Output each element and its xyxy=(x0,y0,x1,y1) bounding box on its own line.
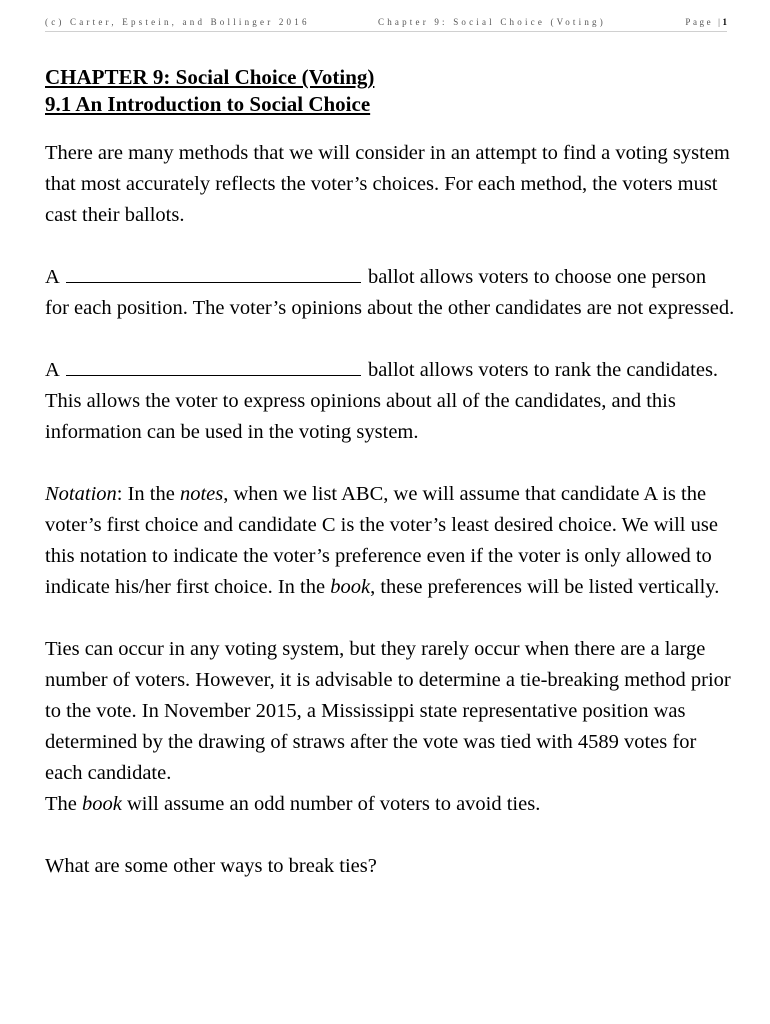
notation-text-1: : In the xyxy=(116,483,180,505)
notation-label: Notation xyxy=(45,483,117,505)
book-line-start: The xyxy=(45,793,82,815)
ranked-paragraph xyxy=(45,355,735,448)
header-page-label: Page | xyxy=(685,17,723,27)
fill-in-blank-2[interactable] xyxy=(66,361,361,376)
notes-word: notes xyxy=(179,483,224,505)
header-chapter: Chapter 9: Social Choice (Voting) xyxy=(378,17,606,27)
section-title: 9.1 An Introduction to Social Choice xyxy=(45,92,371,116)
chapter-title: CHAPTER 9: Social Choice (Voting) xyxy=(45,65,375,89)
ties-paragraph: Ties can occur in any voting system, but they rarely occur when there are a large number of voters. However, it is advisable to determine a tie-breaking method prior to the vote. In November 2015, a Mississippi state representative position was determined by the drawing of straws after the vote was tied with 4589 votes for each candidate. xyxy=(45,638,731,784)
ranked-start: A xyxy=(45,359,59,381)
fill-in-blank-1[interactable] xyxy=(66,268,361,283)
header-copyright: (c) Carter, Epstein, and Bollinger 2016 xyxy=(45,17,310,27)
document-body xyxy=(45,64,735,882)
question-paragraph: What are some other ways to break ties? xyxy=(45,855,377,877)
header-page-number: 1 xyxy=(722,17,727,27)
book-line xyxy=(45,789,735,820)
notation-paragraph xyxy=(45,479,735,603)
header-page xyxy=(685,17,727,27)
notation-text-3: , these preferences will be listed vertically. xyxy=(370,576,720,598)
intro-paragraph: There are many methods that we will consider in an attempt to find a voting system that most accurately reflects the voter’s choices. For each method, the voters must cast their ballots. xyxy=(45,142,730,226)
book-word: book xyxy=(330,576,371,598)
book-line-book: book xyxy=(82,793,122,815)
single-choice-paragraph xyxy=(45,262,735,324)
single-choice-text: ballot allows voters to choose one person for each position. The voter’s opinions about the other candidates are not expressed. xyxy=(45,266,735,319)
ranked-text: ballot allows voters to rank the candidates. This allows the voter to express opinions about all of the candidates, and this information can be used in the voting system. xyxy=(45,359,719,443)
single-choice-start: A xyxy=(45,266,59,288)
book-line-end: will assume an odd number of voters to avoid ties. xyxy=(121,793,541,815)
notation-text-2: , when we list ABC, we will assume that candidate A is the voter’s first choice and candidate C is the voter’s least desired choice. We will use this notation to indicate the voter’s preference even if the voter is only allowed to indicate his/her first choice. In the xyxy=(45,483,718,598)
page-header xyxy=(45,15,727,32)
